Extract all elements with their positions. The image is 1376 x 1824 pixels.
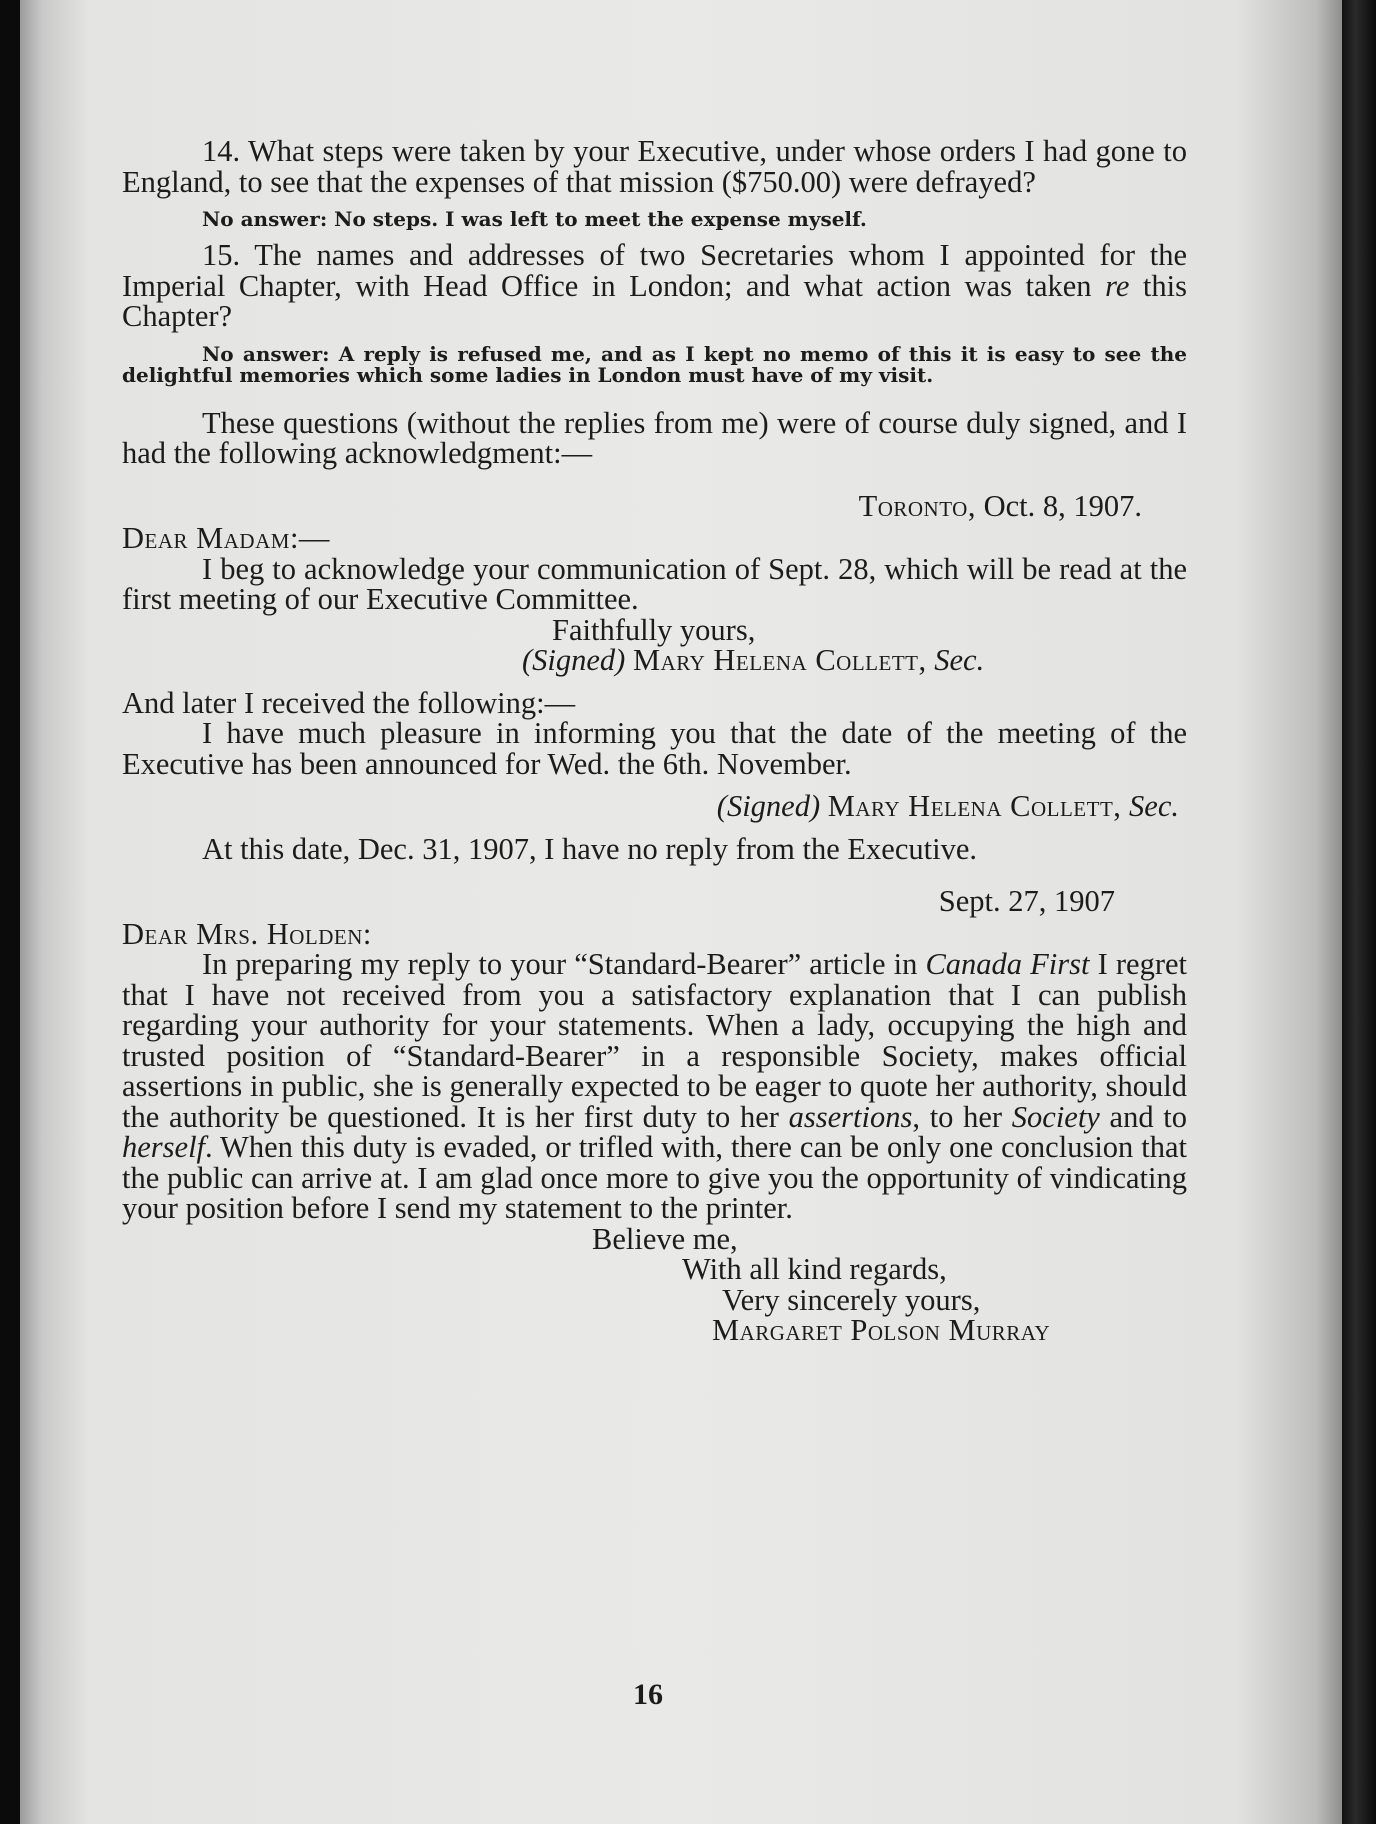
letter1-salutation: Dear Madam:— bbox=[122, 521, 330, 555]
letter3-closing-2: With all kind regards, bbox=[682, 1252, 947, 1286]
letter1-signature: (Signed) Mary Helena Collett, Sec. bbox=[522, 643, 985, 677]
question-14: 14. What steps were taken by your Executive, under whose orders I had gone to England, to see that the expenses of that mission ($750.00) were defrayed? bbox=[122, 134, 1187, 199]
letter1-dateline: Toronto, Oct. 8, 1907. bbox=[858, 488, 1142, 523]
book-spine bbox=[1342, 0, 1376, 1824]
letter3-closing-3: Very sincerely yours, bbox=[722, 1282, 981, 1317]
answer-14: No answer: No steps. I was left to meet the expense myself. bbox=[202, 207, 867, 231]
question-15: 15. The names and addresses of two Secretaries whom I appointed for the Imperial Chapter, with Head Office in London; and what action was taken re this Chapter? bbox=[122, 238, 1187, 333]
page-text bbox=[122, 136, 1187, 1346]
page-number: 16 bbox=[633, 1678, 663, 1711]
answer-15: No answer: A reply is refused me, and as I kept no memo of this it is easy to see the delightful memories which some ladies in London must have of my visit. bbox=[122, 341, 1187, 387]
letter3-body: In preparing my reply to your “Standard-Bearer” article in Canada First I regret that I have not received from you a satisfactory explanation that I can publish regarding your authority for your statements. When a lady, occupying the high and trusted position of “Standard-Bearer” in a responsible Society, makes official assertions in public, she is generally expected to be eager to quote her authority, should the authority be questioned. It is her first duty to her assertions, to her Society and to herself. When this duty is evaded, or trifled with, there can be only one conclusion that the public can arrive at. I am glad once more to give you the opportunity of vindicating your position before I send my statement to the printer. bbox=[122, 947, 1188, 1225]
letter1-body: I beg to acknowledge your communication of Sept. 28, which will be read at the first meeting of our Executive Committee. bbox=[122, 551, 1187, 616]
letter2-body: I have much pleasure in informing you that the date of the meeting of the Executive has been announced for Wed. the 6th. November. bbox=[122, 716, 1187, 781]
status-paragraph: At this date, Dec. 31, 1907, I have no reply from the Executive. bbox=[202, 831, 977, 866]
letter3-salutation: Dear Mrs. Holden: bbox=[122, 916, 372, 951]
later-paragraph: And later I received the following:— bbox=[122, 685, 576, 720]
letter3-closing-1: Believe me, bbox=[592, 1221, 738, 1256]
letter1-closing: Faithfully yours, bbox=[552, 612, 756, 647]
intro-paragraph: These questions (without the replies from me) were of course duly signed, and I had the following acknowledgment:— bbox=[122, 405, 1187, 470]
letter3-signer: Margaret Polson Murray bbox=[712, 1313, 1051, 1347]
letter3-dateline: Sept. 27, 1907 bbox=[938, 884, 1115, 918]
letter2-signature: (Signed) Mary Helena Collett, Sec. bbox=[716, 789, 1179, 823]
